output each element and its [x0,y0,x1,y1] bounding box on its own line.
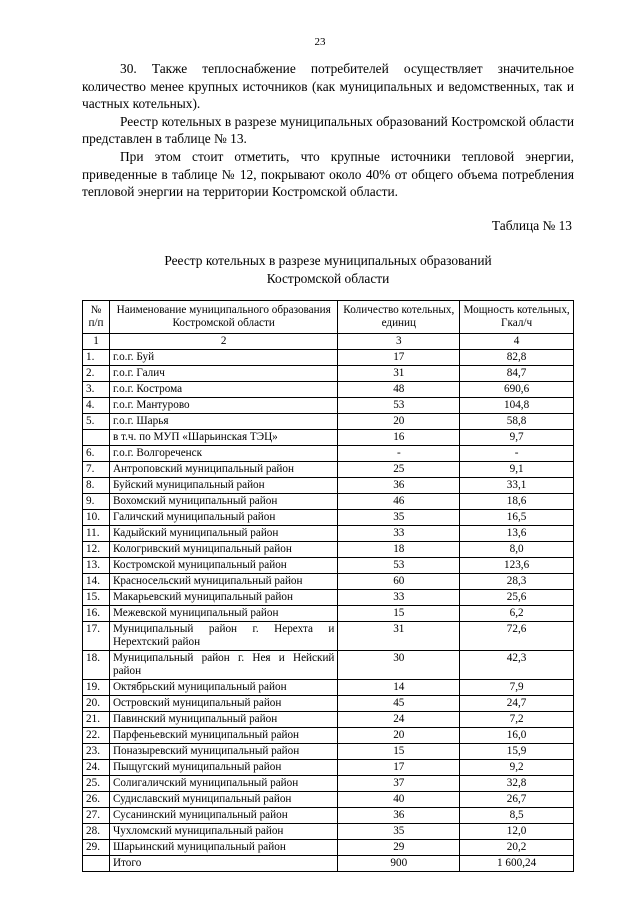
municipality-name: г.о.г. Волгореченск [109,446,337,462]
boiler-count: 20 [338,414,460,430]
table-row [83,382,574,398]
table-row [83,462,574,478]
row-number: 7. [83,462,110,478]
municipality-name: г.о.г. Буй [109,350,337,366]
boiler-capacity: 42,3 [460,651,574,680]
row-number: 6. [83,446,110,462]
municipality-name: Шарьинский муниципальный район [109,840,337,856]
boiler-count: 900 [338,856,460,872]
municipality-name: Судиславский муниципальный район [109,792,337,808]
municipality-name: в т.ч. по МУП «Шарьинская ТЭЦ» [109,430,337,446]
boiler-count: 14 [338,680,460,696]
boiler-capacity: 123,6 [460,558,574,574]
row-number: 24. [83,760,110,776]
table-row [83,728,574,744]
municipality-name: Костромской муниципальный район [109,558,337,574]
boiler-count: 40 [338,792,460,808]
boiler-capacity: 6,2 [460,606,574,622]
table-row [83,776,574,792]
boiler-capacity: 8,5 [460,808,574,824]
municipality-name: Октябрьский муниципальный район [109,680,337,696]
paragraph: 30. Также теплоснабжение потребителей осуществляет значительное количество менее крупных источников (как муниципальных и ведомственных, так и частных котельных). [82,61,574,112]
boiler-count: 30 [338,651,460,680]
municipality-name: Сусанинский муниципальный район [109,808,337,824]
table-row [83,760,574,776]
row-number: 12. [83,542,110,558]
boiler-count: 45 [338,696,460,712]
municipality-name: Кадыйский муниципальный район [109,526,337,542]
table-title-line: Реестр котельных в разрезе муниципальных образований [164,253,492,268]
boiler-count: 35 [338,824,460,840]
boiler-capacity: 12,0 [460,824,574,840]
boiler-capacity: 82,8 [460,350,574,366]
municipality-name: Макарьевский муниципальный район [109,590,337,606]
table-row [83,574,574,590]
table-row [83,651,574,680]
table-row [83,510,574,526]
row-number: 16. [83,606,110,622]
boiler-count: 46 [338,494,460,510]
table-row [83,824,574,840]
boiler-count: 17 [338,350,460,366]
municipality-name: Галичский муниципальный район [109,510,337,526]
boiler-count: 53 [338,398,460,414]
boiler-capacity: 25,6 [460,590,574,606]
header-power: Мощность котельных, Гкал/ч [460,301,574,334]
municipality-name: Вохомский муниципальный район [109,494,337,510]
row-number: 27. [83,808,110,824]
table-row [83,366,574,382]
row-number: 13. [83,558,110,574]
page-number: 23 [314,36,326,48]
boiler-capacity: 28,3 [460,574,574,590]
boiler-capacity: 7,2 [460,712,574,728]
row-number: 15. [83,590,110,606]
table-header-row [83,301,574,334]
paragraph: Реестр котельных в разрезе муниципальных образований Костромской области представлен в таблице № 13. [82,113,574,147]
row-number: 26. [83,792,110,808]
table-row [83,398,574,414]
boiler-count: - [338,446,460,462]
boiler-count: 36 [338,808,460,824]
table-row [83,606,574,622]
table-row [83,414,574,430]
table-row [83,680,574,696]
boiler-count: 25 [338,462,460,478]
row-number: 20. [83,696,110,712]
table-row [83,558,574,574]
municipality-name: Антроповский муниципальный район [109,462,337,478]
boiler-count: 33 [338,526,460,542]
table-row [83,590,574,606]
row-number: 5. [83,414,110,430]
table-row [83,526,574,542]
boiler-capacity: 9,2 [460,760,574,776]
boiler-count: 60 [338,574,460,590]
header-count: Количество котельных, единиц [338,301,460,334]
boiler-count: 33 [338,590,460,606]
boiler-count: 48 [338,382,460,398]
row-number: 10. [83,510,110,526]
boiler-capacity: 9,1 [460,462,574,478]
row-number [83,430,110,446]
boiler-capacity: 72,6 [460,622,574,651]
row-number: 8. [83,478,110,494]
boiler-count: 29 [338,840,460,856]
row-number: 2. [83,366,110,382]
municipality-name: Буйский муниципальный район [109,478,337,494]
row-number: 9. [83,494,110,510]
table-title-line: Костромской области [266,270,390,286]
boiler-capacity: 13,6 [460,526,574,542]
table-row [83,478,574,494]
boiler-count: 15 [338,744,460,760]
row-number [83,856,110,872]
row-number: 3. [83,382,110,398]
boiler-count: 16 [338,430,460,446]
municipality-name: Пыщугский муниципальный район [109,760,337,776]
table-title [82,252,574,287]
header-name: Наименование муниципального образования Костромской области [109,301,337,334]
municipality-name: Солигаличский муниципальный район [109,776,337,792]
row-number: 29. [83,840,110,856]
table-row [83,840,574,856]
boiler-capacity: 1 600,24 [460,856,574,872]
municipality-name: Островский муниципальный район [109,696,337,712]
row-number: 17. [83,622,110,651]
table-row [83,744,574,760]
boiler-count: 17 [338,760,460,776]
boiler-count: 31 [338,366,460,382]
boiler-capacity: 8,0 [460,542,574,558]
paragraph: При этом стоит отметить, что крупные источники тепловой энергии, приведенные в таблице № 12, покрывают около 40% от общего объема потребления тепловой энергии на территории Костромской области. [82,148,574,200]
boiler-capacity: 84,7 [460,366,574,382]
boiler-count: 18 [338,542,460,558]
municipality-name: Кологривский муниципальный район [109,542,337,558]
table-row [83,350,574,366]
boiler-capacity: 18,6 [460,494,574,510]
boiler-count: 20 [338,728,460,744]
table-row [83,808,574,824]
boiler-count: 36 [338,478,460,494]
row-number: 1. [83,350,110,366]
boiler-capacity: - [460,446,574,462]
municipality-name: г.о.г. Шарья [109,414,337,430]
row-number: 19. [83,680,110,696]
boiler-capacity: 15,9 [460,744,574,760]
boiler-capacity: 690,6 [460,382,574,398]
table-body [83,334,574,872]
boiler-capacity: 16,5 [460,510,574,526]
boiler-capacity: 24,7 [460,696,574,712]
index-cell: 1 [83,334,110,350]
municipality-name: Парфеньевский муниципальный район [109,728,337,744]
municipality-name: Чухломский муниципальный район [109,824,337,840]
index-cell: 3 [338,334,460,350]
boiler-capacity: 16,0 [460,728,574,744]
index-cell: 2 [109,334,337,350]
row-number: 11. [83,526,110,542]
municipality-name: Межевской муниципальный район [109,606,337,622]
row-number: 18. [83,651,110,680]
table-row [83,430,574,446]
index-cell: 4 [460,334,574,350]
boiler-count: 15 [338,606,460,622]
table-row [83,494,574,510]
municipality-name: Красносельский муниципальный район [109,574,337,590]
row-number: 25. [83,776,110,792]
row-number: 14. [83,574,110,590]
municipality-name: Муниципальный район г. Нея и Нейский район [109,651,337,680]
municipality-name: Итого [109,856,337,872]
row-number: 28. [83,824,110,840]
boiler-count: 31 [338,622,460,651]
boiler-capacity: 20,2 [460,840,574,856]
table-row [83,792,574,808]
boiler-count: 37 [338,776,460,792]
header-no: № п/п [83,301,110,334]
table-row [83,712,574,728]
body-text [82,60,574,201]
table-row [83,856,574,872]
table-row [83,696,574,712]
row-number: 23. [83,744,110,760]
municipality-name: г.о.г. Кострома [109,382,337,398]
boiler-capacity: 32,8 [460,776,574,792]
boiler-capacity: 26,7 [460,792,574,808]
row-number: 21. [83,712,110,728]
boiler-capacity: 9,7 [460,430,574,446]
boiler-capacity: 7,9 [460,680,574,696]
column-index-row [83,334,574,350]
row-number: 4. [83,398,110,414]
municipality-name: Муниципальный район г. Нерехта и Нерехтский район [109,622,337,651]
boiler-count: 53 [338,558,460,574]
boiler-capacity: 104,8 [460,398,574,414]
boiler-capacity: 58,8 [460,414,574,430]
row-number: 22. [83,728,110,744]
table-row [83,446,574,462]
table-row [83,542,574,558]
table-label: Таблица № 13 [491,218,572,233]
municipality-name: г.о.г. Мантурово [109,398,337,414]
table-row [83,622,574,651]
boiler-capacity: 33,1 [460,478,574,494]
municipality-name: г.о.г. Галич [109,366,337,382]
boiler-count: 24 [338,712,460,728]
municipality-name: Поназыревский муниципальный район [109,744,337,760]
boiler-count: 35 [338,510,460,526]
boiler-registry-table [82,300,574,872]
municipality-name: Павинский муниципальный район [109,712,337,728]
